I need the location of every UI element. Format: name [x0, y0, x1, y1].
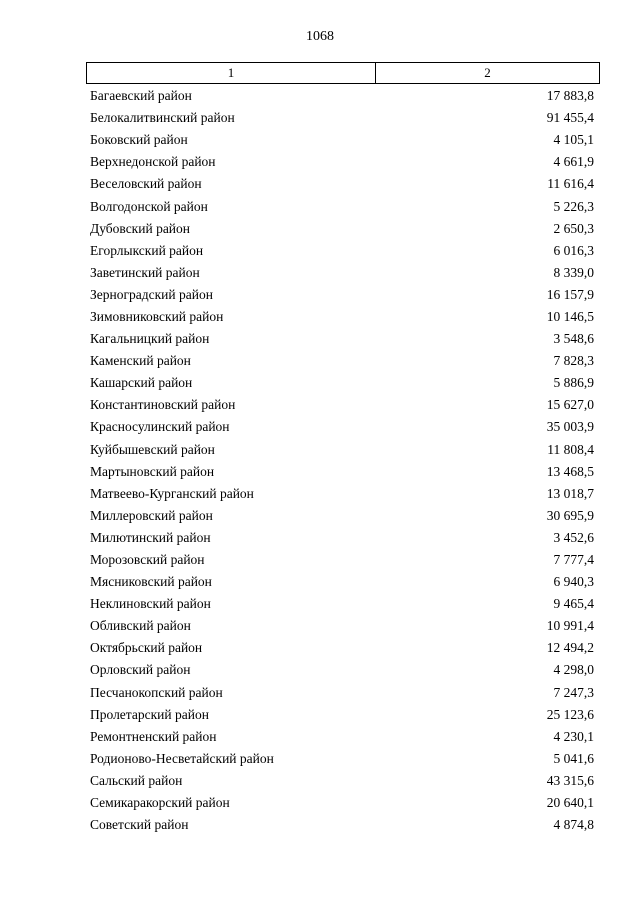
district-name: Родионово-Несветайский район — [90, 750, 274, 766]
district-name: Песчанокопский район — [90, 684, 223, 700]
district-name: Советский район — [90, 817, 189, 833]
table-row — [90, 328, 594, 350]
district-value: 20 640,1 — [546, 795, 594, 811]
table-row — [90, 637, 594, 659]
district-name: Белокалитвинский район — [90, 110, 235, 126]
district-value: 6 940,3 — [553, 574, 594, 590]
district-value: 43 315,6 — [546, 772, 594, 788]
district-name: Мясниковский район — [90, 574, 212, 590]
district-name: Дубовский район — [90, 220, 191, 236]
table-row — [90, 151, 594, 173]
district-name: Зерноградский район — [90, 286, 213, 302]
district-name: Кашарский район — [90, 375, 193, 391]
district-name: Октябрьский район — [90, 640, 203, 656]
district-name: Багаевский район — [90, 88, 192, 104]
district-value: 16 157,9 — [546, 286, 594, 302]
table-row — [90, 704, 594, 726]
district-value: 12 494,2 — [546, 640, 594, 656]
district-value: 7 828,3 — [553, 353, 594, 369]
table-row — [90, 350, 594, 372]
district-name: Заветинский район — [90, 264, 200, 280]
district-name: Егорлыкский район — [90, 242, 204, 258]
column-header-2: 2 — [484, 65, 491, 80]
table-row — [90, 461, 594, 483]
district-name: Боковский район — [90, 132, 188, 148]
table-row — [90, 173, 594, 195]
district-value: 15 627,0 — [546, 397, 594, 413]
district-value: 4 105,1 — [553, 132, 594, 148]
district-name: Орловский район — [90, 662, 191, 678]
district-value: 17 883,8 — [546, 88, 594, 104]
district-value: 13 468,5 — [546, 463, 594, 479]
table-row — [90, 571, 594, 593]
table-row — [90, 527, 594, 549]
district-name: Верхнедонской район — [90, 154, 216, 170]
district-name: Обливский район — [90, 618, 191, 634]
district-value: 35 003,9 — [546, 419, 594, 435]
district-value: 5 886,9 — [553, 375, 594, 391]
table-row — [90, 394, 594, 416]
district-name: Ремонтненский район — [90, 728, 217, 744]
table-header — [86, 62, 600, 84]
table-row — [90, 262, 594, 284]
table-row — [90, 593, 594, 615]
table-row — [90, 439, 594, 461]
table-row — [90, 195, 594, 217]
district-value: 4 661,9 — [553, 154, 594, 170]
district-name: Неклиновский район — [90, 596, 211, 612]
district-name: Красносулинский район — [90, 419, 230, 435]
page-number: 1068 — [306, 29, 334, 44]
district-name: Сальский район — [90, 772, 183, 788]
district-value: 4 874,8 — [553, 817, 594, 833]
district-name: Миллеровский район — [90, 507, 213, 523]
district-value: 9 465,4 — [553, 596, 594, 612]
district-value: 6 016,3 — [553, 242, 594, 258]
district-name: Матвеево-Курганский район — [90, 485, 254, 501]
table-row — [90, 549, 594, 571]
table-row — [90, 770, 594, 792]
district-value: 4 298,0 — [553, 662, 594, 678]
district-name: Мартыновский район — [90, 463, 215, 479]
district-value: 30 695,9 — [546, 507, 594, 523]
district-name: Зимовниковский район — [90, 308, 224, 324]
table-row — [90, 505, 594, 527]
district-value: 10 991,4 — [546, 618, 594, 634]
district-value: 25 123,6 — [546, 706, 594, 722]
district-name: Куйбышевский район — [90, 441, 215, 457]
district-name: Каменский район — [90, 353, 191, 369]
table-row — [90, 748, 594, 770]
district-name: Веселовский район — [90, 176, 202, 192]
district-value: 10 146,5 — [546, 308, 594, 324]
district-name: Пролетарский район — [90, 706, 209, 722]
table-row — [90, 85, 594, 107]
table-body — [90, 85, 594, 836]
district-value: 7 777,4 — [553, 552, 594, 568]
table-row — [90, 615, 594, 637]
table-row — [90, 372, 594, 394]
table-row — [90, 284, 594, 306]
district-value: 3 452,6 — [553, 529, 594, 545]
district-value: 2 650,3 — [553, 220, 594, 236]
district-value: 13 018,7 — [546, 485, 594, 501]
district-name: Кагальницкий район — [90, 331, 210, 347]
table-row — [90, 682, 594, 704]
table-row — [90, 814, 594, 836]
table-row — [90, 129, 594, 151]
table-row — [90, 416, 594, 438]
district-value: 91 455,4 — [546, 110, 594, 126]
table-row — [90, 792, 594, 814]
district-value: 5 041,6 — [553, 750, 594, 766]
district-value: 11 808,4 — [547, 441, 594, 457]
table-row — [90, 306, 594, 328]
district-name: Милютинский район — [90, 529, 211, 545]
district-name: Волгодонской район — [90, 198, 208, 214]
table-row — [90, 218, 594, 240]
district-value: 5 226,3 — [553, 198, 594, 214]
district-value: 7 247,3 — [553, 684, 594, 700]
table-row — [90, 483, 594, 505]
table-row — [90, 107, 594, 129]
column-header-1: 1 — [87, 63, 376, 83]
district-value: 8 339,0 — [553, 264, 594, 280]
table-row — [90, 240, 594, 262]
table-row — [90, 726, 594, 748]
district-name: Константиновский район — [90, 397, 236, 413]
table-row — [90, 659, 594, 681]
district-name: Морозовский район — [90, 552, 205, 568]
district-value: 4 230,1 — [553, 728, 594, 744]
district-name: Семикаракорский район — [90, 795, 230, 811]
district-value: 11 616,4 — [547, 176, 594, 192]
district-value: 3 548,6 — [553, 331, 594, 347]
